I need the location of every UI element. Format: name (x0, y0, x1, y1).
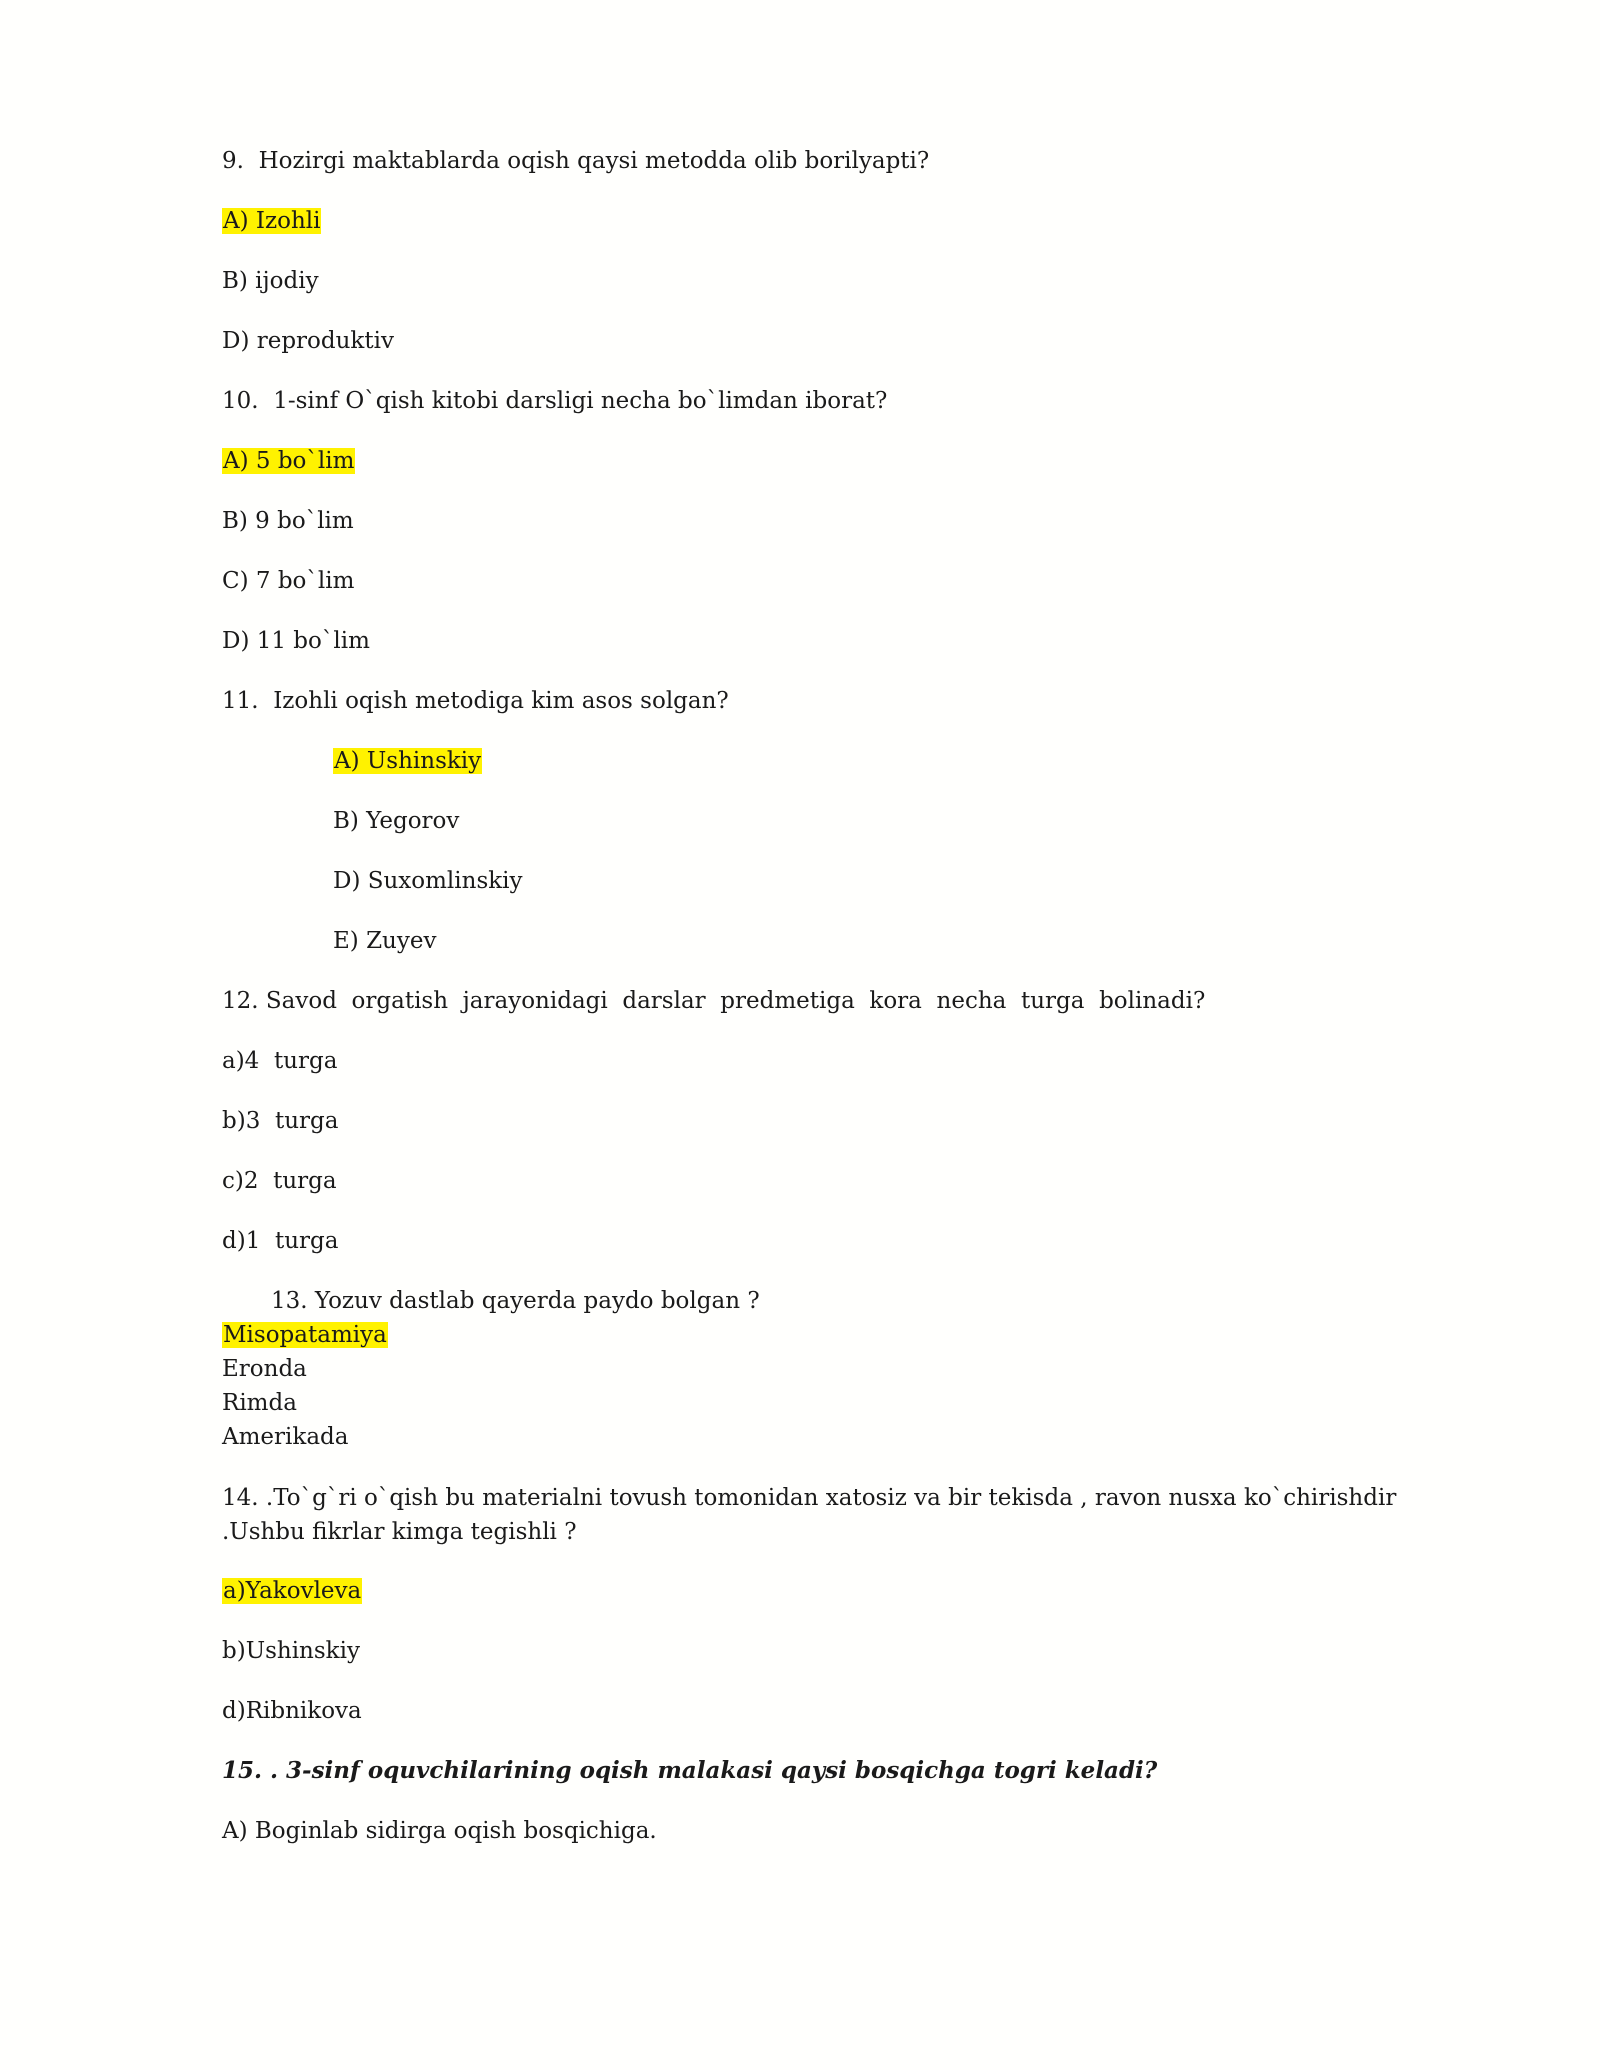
q13-option-1 (222, 1320, 388, 1350)
q11-option-d: D) Suxomlinskiy (333, 868, 523, 894)
q12-option-c: c)2 turga (222, 1168, 337, 1194)
q12-option-d: d)1 turga (222, 1228, 339, 1254)
q11-option-a (333, 746, 482, 776)
q10-option-b: B) 9 bo`lim (222, 508, 354, 534)
q14-option-b: b)Ushinskiy (222, 1638, 360, 1664)
question-15: 15. . 3-sinf oquvchilarining oqish malakasi qaysi bosqichga togri keladi? (222, 1757, 1158, 1784)
q12-option-b: b)3 turga (222, 1108, 339, 1134)
q9-option-b: B) ijodiy (222, 268, 319, 294)
question-11: 11. Izohli oqish metodiga kim asos solgan? (222, 688, 729, 714)
question-14: 14. .To`g`ri o`qish bu materialni tovush tomonidan xatosiz va bir tekisda , ravon nusxa ko`chirishdir .Ushbu fikrlar kimga tegishli ? (222, 1485, 1397, 1545)
q10-option-c: C) 7 bo`lim (222, 568, 355, 594)
q11-option-e: E) Zuyev (333, 928, 437, 954)
q13-option-2: Eronda (222, 1356, 307, 1382)
q10-option-a (222, 446, 355, 476)
q13-option-3: Rimda (222, 1390, 297, 1416)
q14-answer-highlight: a)Yakovleva (223, 1578, 362, 1604)
q12-option-a: a)4 turga (222, 1048, 338, 1074)
q15-option-a: A) Boginlab sidirga oqish bosqichiga. (222, 1818, 657, 1844)
question-10: 10. 1-sinf O`qish kitobi darsligi necha bo`limdan iborat? (222, 388, 888, 414)
q13-option-4: Amerikada (222, 1424, 349, 1450)
q14-option-d: d)Ribnikova (222, 1698, 362, 1724)
q9-option-d: D) reproduktiv (222, 328, 394, 354)
question-12: 12. Savod orgatish jarayonidagi darslar predmetiga kora necha turga bolinadi? (222, 988, 1206, 1014)
q11-option-b: B) Yegorov (333, 808, 460, 834)
question-13: 13. Yozuv dastlab qayerda paydo bolgan ? (271, 1288, 760, 1314)
q9-option-a (222, 206, 321, 236)
q11-answer-highlight: A) Ushinskiy (334, 748, 482, 774)
q10-option-d: D) 11 bo`lim (222, 628, 370, 654)
q14-option-a (222, 1576, 362, 1606)
q10-answer-highlight: A) 5 bo`lim (223, 448, 355, 474)
q9-answer-highlight: A) Izohli (223, 208, 321, 234)
question-9: 9. Hozirgi maktablarda oqish qaysi metodda olib borilyapti? (222, 148, 930, 174)
q13-answer-highlight: Misopatamiya (223, 1322, 387, 1348)
